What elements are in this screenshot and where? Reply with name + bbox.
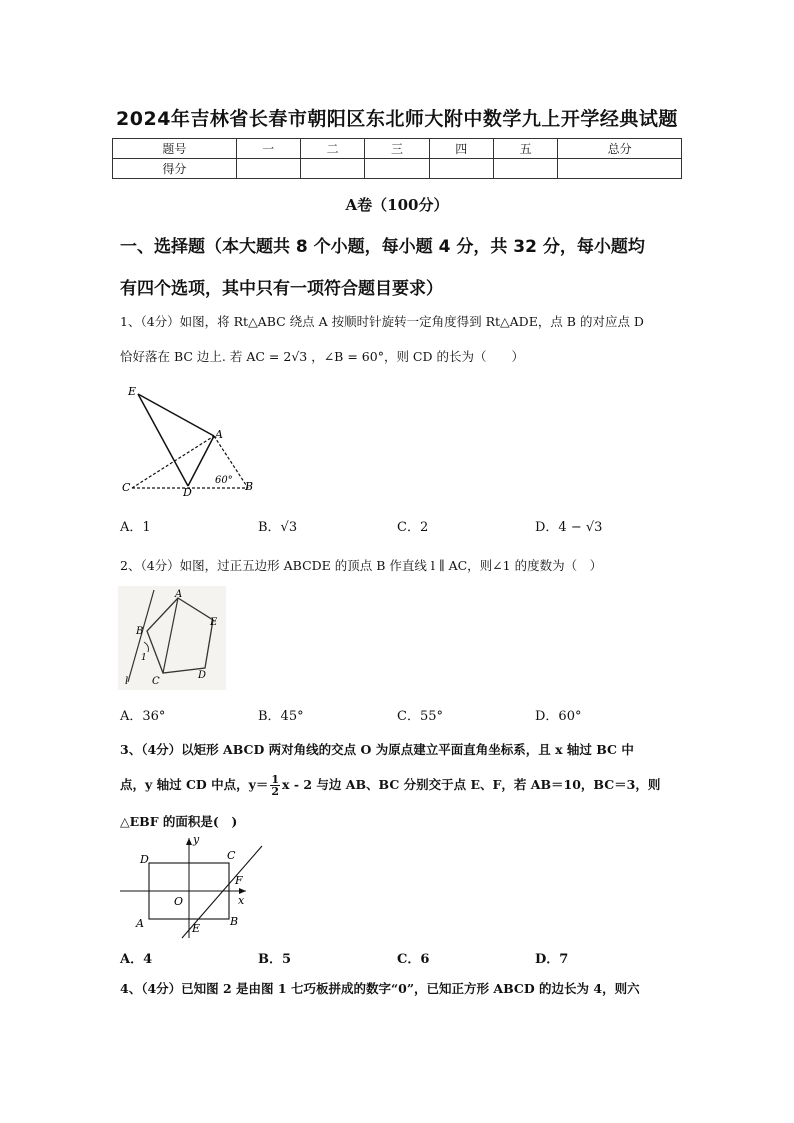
figure-label-l: l [125, 676, 129, 687]
question-2-figure [118, 586, 226, 690]
figure-label-D: D [140, 853, 149, 866]
figure-label-D: D [198, 670, 207, 681]
figure-label-C: C [122, 481, 131, 494]
figure-label-F: F [235, 874, 243, 887]
figure-label-A: A [215, 428, 223, 441]
option-c[interactable]: C．55° [397, 709, 443, 724]
score-table-header: 总分 [558, 139, 682, 159]
score-cell[interactable] [365, 159, 429, 179]
fraction-one-half [270, 774, 280, 797]
figure-label-E: E [128, 385, 137, 398]
score-cell[interactable] [236, 159, 300, 179]
score-table-header: 二 [300, 139, 364, 159]
score-table-header: 五 [493, 139, 557, 159]
section-heading-line2: 有四个选项，其中只有一项符合题目要求） [120, 279, 443, 299]
figure-label-O: O [174, 895, 184, 908]
score-cell[interactable] [300, 159, 364, 179]
fraction-denominator: 2 [271, 785, 280, 798]
figure-label-B: B [136, 626, 144, 637]
option-b[interactable]: B．5 [258, 952, 292, 967]
figure-label-E: E [192, 922, 201, 935]
question-3-figure [118, 834, 268, 940]
option-c[interactable]: C．6 [397, 952, 430, 967]
option-c[interactable]: C．2 [397, 520, 429, 535]
question-1-options [0, 516, 794, 536]
score-table-header: 题号 [113, 139, 237, 159]
option-d[interactable]: D．60° [535, 709, 582, 724]
option-d[interactable]: D．4 − √3 [535, 520, 603, 535]
figure-label-angle-1: 1 [141, 653, 147, 663]
option-a[interactable]: A．36° [120, 709, 166, 724]
score-cell[interactable] [493, 159, 557, 179]
score-cell[interactable] [558, 159, 682, 179]
score-table-header: 三 [365, 139, 429, 159]
option-b[interactable]: B．45° [258, 709, 304, 724]
question-3-text-line2 [120, 774, 680, 798]
option-b[interactable]: B．√3 [258, 520, 298, 535]
question-2-options [0, 705, 794, 725]
option-a[interactable]: A．1 [120, 520, 151, 535]
score-table-header-row [113, 139, 682, 159]
question-2-text-line1: 2、（4分）如图，过正五边形 ABCDE 的顶点 B 作直线 l ∥ AC，则∠1 的度数为（ ） [120, 558, 603, 573]
question-3-options [0, 948, 794, 968]
question-3-text-line2-a: 点，y 轴过 CD 中点，y＝ [120, 777, 269, 792]
question-4-text-line1: 4、（4分）已知图 2 是由图 1 七巧板拼成的数字“0”，已知正方形 ABCD 的边长为 4，则六 [120, 981, 640, 996]
figure-label-D: D [183, 486, 192, 499]
figure-angle-label: 60° [215, 475, 233, 486]
volume-heading: A卷（100分） [345, 196, 449, 214]
question-3-text-line1: 3、（4分）以矩形 ABCD 两对角线的交点 O 为原点建立平面直角坐标系，且 x 轴过 BC 中 [120, 742, 634, 757]
score-table [112, 138, 682, 179]
question-3-text-line3: △EBF 的面积是( ) [120, 814, 238, 829]
figure-label-A: A [136, 917, 144, 930]
section-heading-line1: 一、选择题（本大题共 8 个小题，每小题 4 分，共 32 分，每小题均 [120, 237, 645, 257]
figure-label-C: C [227, 849, 236, 862]
figure-label-C: C [152, 676, 160, 687]
score-cell[interactable] [429, 159, 493, 179]
question-3-text-line2-b: x - 2 与边 AB、BC 分别交于点 E、F，若 AB＝10，BC＝3，则 [282, 777, 661, 792]
score-table-score-row [113, 159, 682, 179]
figure-label-B: B [245, 480, 254, 493]
figure-label-A: A [175, 589, 183, 600]
score-table-header: 一 [236, 139, 300, 159]
fraction-numerator: 1 [271, 773, 280, 786]
question-1-text-line2: 恰好落在 BC 边上. 若 AC = 2√3 ，∠B = 60°，则 CD 的长为（ ） [120, 349, 524, 364]
option-a[interactable]: A．4 [120, 952, 153, 967]
figure-label-E: E [210, 617, 218, 628]
score-table-header: 四 [429, 139, 493, 159]
question-2-figure-photo [118, 586, 226, 690]
question-1-figure [118, 382, 268, 500]
exam-title: 2024年吉林省长春市朝阳区东北师大附中数学九上开学经典试题 [116, 108, 678, 130]
score-row-label: 得分 [113, 159, 237, 179]
question-1-text-line1: 1、（4分）如图，将 Rt△ABC 绕点 A 按顺时针旋转一定角度得到 Rt△ADE，点 B 的对应点 D [120, 314, 644, 329]
figure-label-y: y [193, 834, 200, 846]
option-d[interactable]: D．7 [535, 952, 569, 967]
figure-label-B: B [230, 915, 239, 928]
figure-label-x: x [238, 894, 245, 907]
